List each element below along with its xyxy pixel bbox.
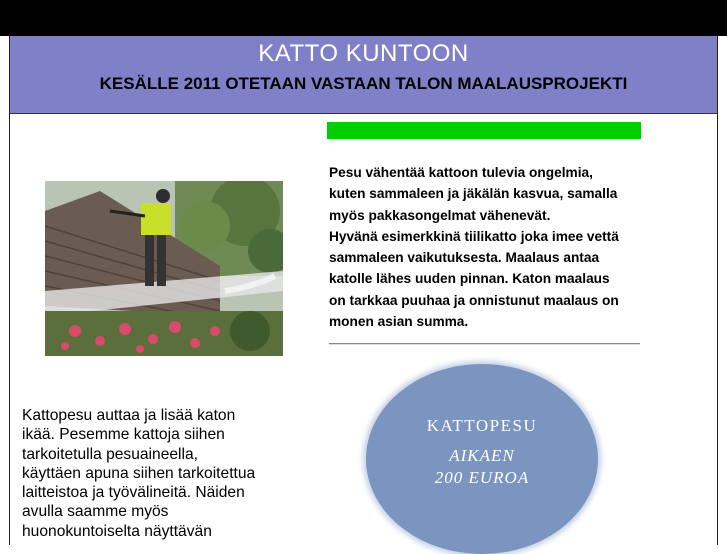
roof-washing-photo — [45, 181, 283, 356]
badge-line-1: KATTOPESU — [426, 416, 538, 435]
roof-wash-benefits-text: Kattopesu auttaa ja lisää katon ikää. Pesemme kattoja siihen tarkoitetulla pesuaineella, käyttäen apuna siihen tarkoitettua laitteistoa ja työvälineitä. Näiden avulla saamme myös huonokuntoiselta näyttävän — [22, 407, 256, 540]
page-title: KATTO KUNTOON — [258, 40, 469, 67]
price-badge — [366, 364, 598, 554]
page-subtitle: KESÄLLE 2011 OTETAAN VASTAAN TALON MAALAUSPROJEKTI — [99, 74, 628, 93]
roof-wash-description: Pesu vähentää kattoon tulevia ongelmia, kuten sammaleen ja jäkälän kasvua, samalla myös pakkasongelmat vähenevät. Hyvänä esimerkkinä tiilikatto joka imee vettä sammaleen vaikutuksesta. Maalaus antaa katolle lähes uuden pinnan. Katon maalaus on tarkkaa puuhaa ja onnistunut maalaus on monen asian summa. — [329, 165, 619, 330]
page-header — [10, 36, 717, 114]
badge-line-2: AIKAEN — [449, 446, 515, 465]
section-divider — [329, 343, 640, 345]
top-bar — [0, 0, 727, 36]
badge-line-3: 200 EUROA — [434, 468, 530, 487]
green-accent-bar — [327, 122, 641, 139]
